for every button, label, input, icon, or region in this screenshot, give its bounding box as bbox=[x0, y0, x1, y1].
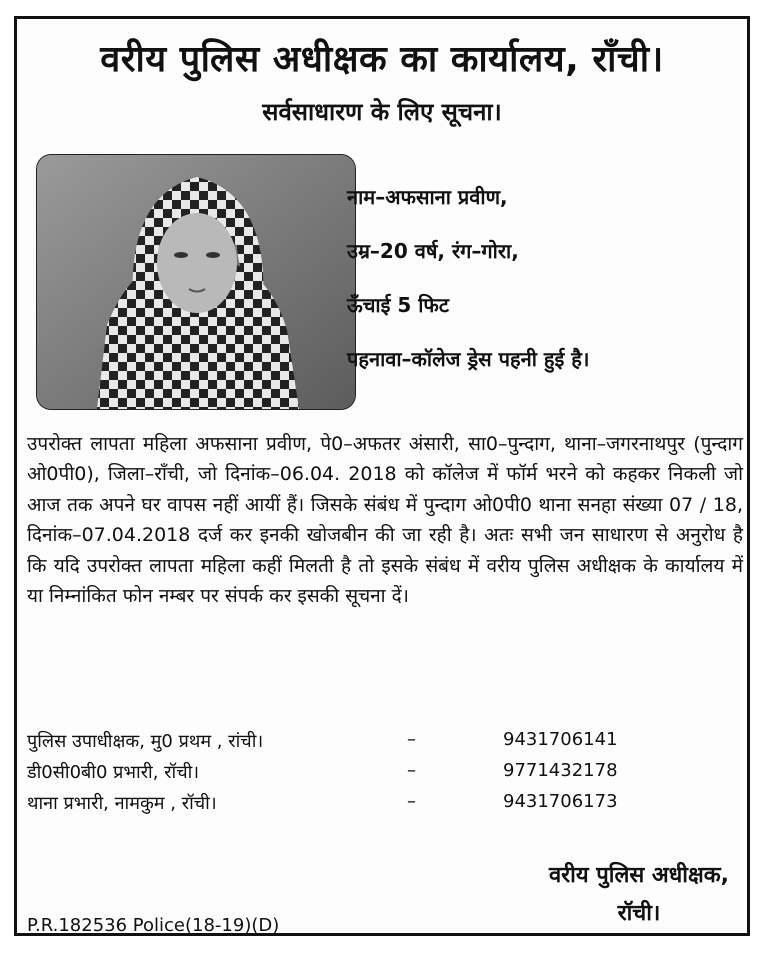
contact-row bbox=[27, 729, 743, 760]
notice-paragraph: उपरोक्त लापता महिला अफसाना प्रवीण, पे0–अफतर अंसारी, सा0–पुन्दाग, थाना–जगरनाथपुर (पुन्दाग ओ0पी0), जिला–राँची, जो दिनांक–06.04. 2018 को कॉलेज में फॉर्म भरने को कहकर निकली जो आज तक अपने घर वापस नहीं आयीं हैं। जिसके संबंध में पुन्दाग ओ0पी0 थाना सनहा संख्या 07 / 18, दिनांक–07.04.2018 दर्ज कर इनकी खोजबीन की जा रही है। अतः सभी जन साधारण से अनुरोध है कि यदि उपरोक्त लापता महिला कहीं मिलती है तो इसके संबंध में वरीय पुलिस अधीक्षक के कार्यालय में या निम्नांकित फोन नम्बर पर संपर्क कर इसकी सूचना दें। bbox=[27, 433, 743, 608]
contact-dash: – bbox=[407, 729, 416, 750]
contact-row bbox=[27, 760, 743, 791]
signature-place: रॉची। bbox=[617, 901, 661, 926]
contact-row bbox=[27, 791, 743, 822]
detail-name: नाम–अफसाना प्रवीण, bbox=[347, 185, 508, 209]
notice-body bbox=[27, 429, 743, 611]
notice-frame bbox=[14, 16, 750, 936]
detail-height: ऊँचाई 5 फिट bbox=[347, 293, 449, 317]
detail-age-complexion: उम्र–20 वर्ष, रंग–गोरा, bbox=[347, 239, 519, 263]
contact-label: डी0सी0बी0 प्रभारी, रॉची। bbox=[27, 762, 200, 783]
notice-subtitle: सर्वसाधारण के लिए सूचना। bbox=[262, 98, 502, 126]
pr-number: P.R.182536 Police(18-19)(D) bbox=[27, 915, 280, 936]
signature-block bbox=[549, 857, 729, 933]
contact-label: थाना प्रभारी, नामकुम , रॉची। bbox=[27, 793, 217, 814]
contact-phone: 9431706173 bbox=[503, 791, 618, 812]
notice-title: वरीय पुलिस अधीक्षक का कार्यालय, राँची। bbox=[100, 39, 664, 80]
person-details bbox=[347, 183, 747, 399]
contact-dash: – bbox=[407, 760, 416, 781]
contact-phone: 9771432178 bbox=[503, 760, 618, 781]
detail-dress: पहनावा–कॉलेज ड्रेस पहनी हुई है। bbox=[347, 347, 590, 371]
contact-list bbox=[27, 729, 743, 822]
contact-label: पुलिस उपाधीक्षक, मु0 प्रथम , रांची। bbox=[27, 731, 264, 752]
contact-dash: – bbox=[407, 791, 416, 812]
contact-phone: 9431706141 bbox=[503, 729, 618, 750]
missing-person-photo bbox=[37, 155, 355, 409]
signature-title: वरीय पुलिस अधीक्षक, bbox=[548, 863, 729, 888]
